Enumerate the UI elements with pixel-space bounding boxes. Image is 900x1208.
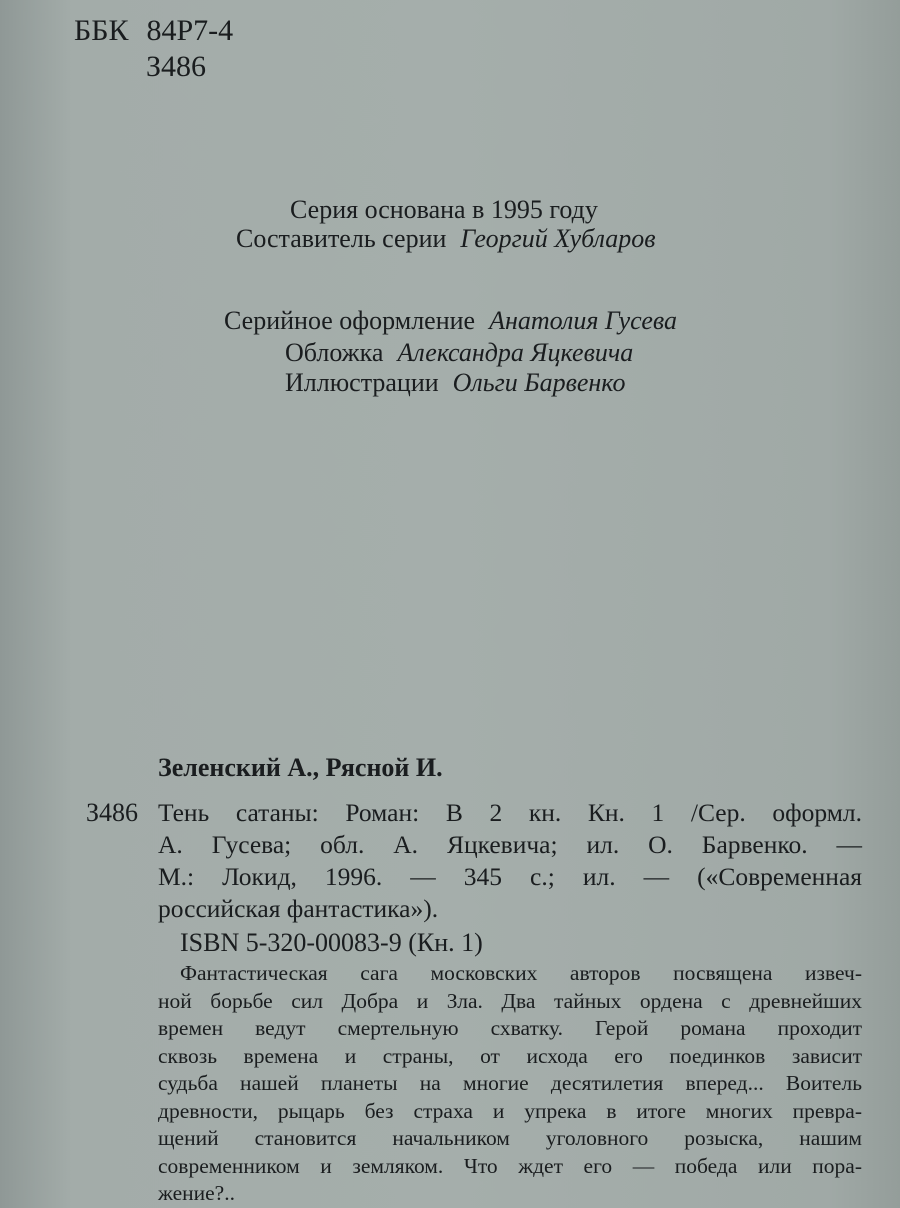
bbk-code: 84Р7-4 — [146, 14, 234, 47]
record-author-mark: З486 — [86, 798, 139, 827]
compiler-name: Георгий Хубларов — [460, 224, 656, 253]
cover-label: Обложка — [285, 338, 384, 367]
serial-design-name: Анатолия Гусева — [489, 306, 677, 335]
cover-name: Александра Яцкевича — [397, 338, 634, 367]
bbk-line — [74, 14, 233, 48]
serial-design-credit — [224, 305, 677, 337]
annotation — [158, 960, 862, 1208]
annotation-line: жение?.. — [158, 1181, 235, 1205]
biblio-line: российская фантастика»). — [158, 894, 439, 923]
cover-credit — [285, 337, 633, 369]
compiler-label: Составитель серии — [236, 224, 447, 253]
bbk-label: ББК — [74, 14, 129, 47]
annotation-line: судьба нашей планеты на многие десятилетия вперед... Воитель — [158, 1071, 862, 1095]
record-authors: Зеленский А., Рясной И. — [158, 753, 443, 782]
biblio-line: А. Гусева; обл. А. Яцкевича; ил. О. Барвенко. — — [158, 830, 862, 859]
series-founded: Серия основана в 1995 году — [290, 195, 598, 224]
serial-design-label: Серийное оформление — [224, 306, 476, 335]
illustrations-name: Ольги Барвенко — [452, 368, 626, 397]
annotation-line: древности, рыцарь без страха и упрека в итоге многих превра- — [158, 1098, 862, 1123]
annotation-line: Фантастическая сага московских авторов посвящена извеч- — [180, 961, 862, 985]
illustrations-label: Иллюстрации — [285, 368, 439, 397]
annotation-line: ной борьбе сил Добра и Зла. Два тайных ордена с древнейших — [158, 988, 862, 1013]
bbk-author-mark: З486 — [146, 50, 207, 83]
biblio-line: М.: Локид, 1996. — 345 с.; ил. — («Современная — [158, 862, 862, 891]
annotation-line: щений становится начальником уголовного розыска, нашим — [158, 1126, 862, 1150]
biblio-line: Тень сатаны: Роман: В 2 кн. Кн. 1 /Сер. оформл. — [158, 798, 862, 827]
annotation-line: сквозь времена и страны, от исхода его поединков зависит — [158, 1043, 862, 1068]
annotation-line: современником и земляком. Что ждет его — победа или пора- — [158, 1153, 862, 1178]
isbn: ISBN 5-320-00083-9 (Кн. 1) — [180, 928, 483, 957]
bibliographic-description — [158, 797, 862, 925]
series-compiler — [236, 223, 656, 255]
annotation-line: времен ведут смертельную схватку. Герой романа проходит — [158, 1016, 862, 1040]
illustrations-credit — [285, 367, 625, 399]
